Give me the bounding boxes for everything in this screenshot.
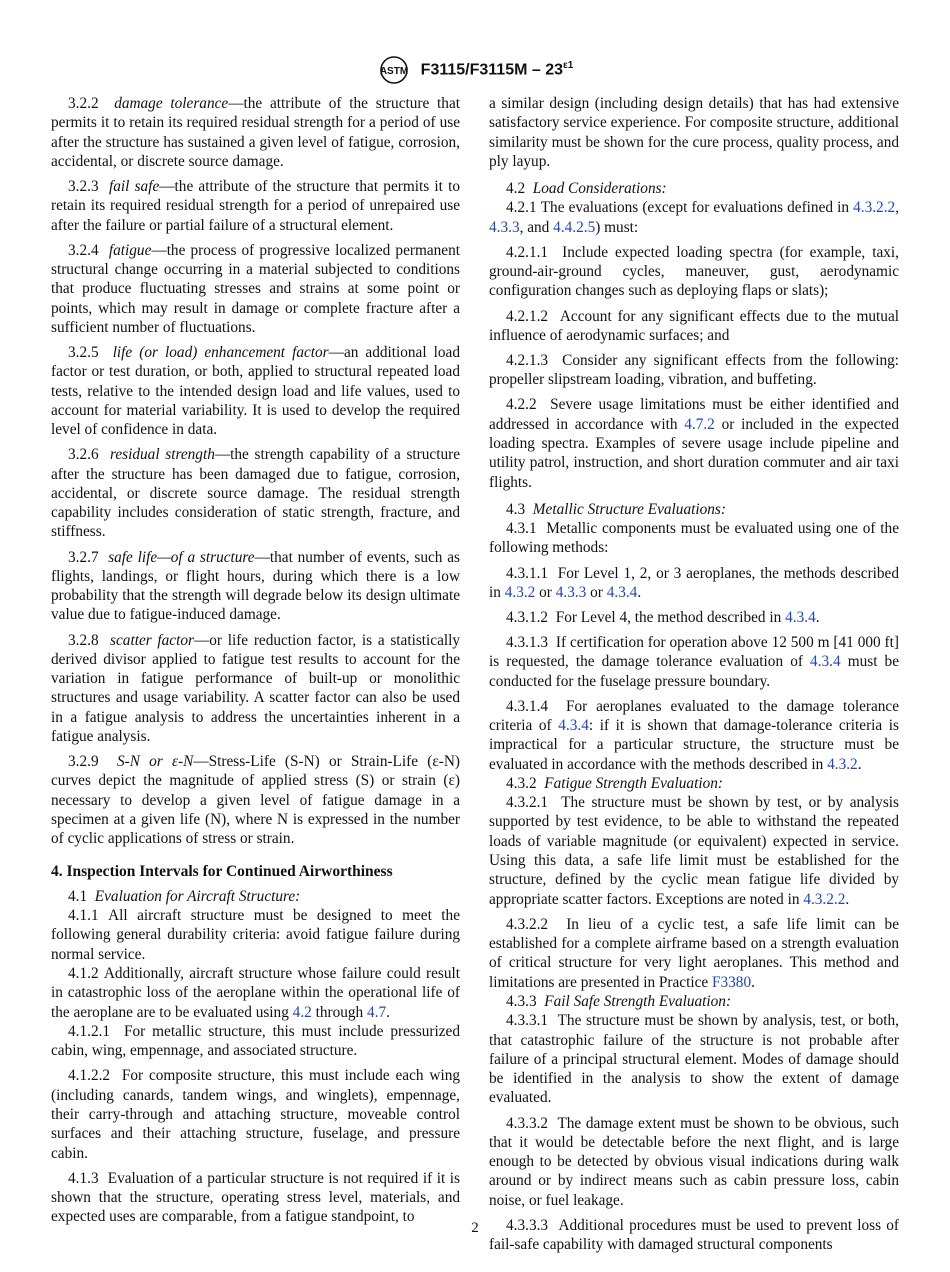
astm-logo-icon [377, 56, 411, 84]
ref-link-4-3-3[interactable]: 4.3.3 [489, 218, 520, 236]
para-4-3-1-1: 4.3.1.1 For Level 1, 2, or 3 aeroplanes, the methods described in 4.3.2 or 4.3.3 or 4.3.4. [489, 564, 899, 601]
para-4-3-1-4: 4.3.1.4 For aeroplanes evaluated to the damage tolerance criteria of 4.3.4: if it is shown that damage-tolerance criteria is impractical for a particular structure, the structure must be evaluated in accordance with the methods described in 4.3.2. [489, 697, 899, 773]
para-4-2-1-1: 4.2.1.1 Include expected loading spectra (for example, taxi, ground-air-ground cycles, maneuver, gust, aerodynamic configuration changes such as deploying flaps or slats); [489, 243, 899, 300]
standard-designation: $F3115/F3115M - 23^{\varepsilon 1}$ [420, 60, 574, 79]
para-4-2-1-3: 4.2.1.3 Consider any significant effects from the following: propeller slipstream loading, vibration, and buffeting. [489, 351, 899, 389]
definition-3-2-7: 3.2.7 safe life—of a structure—that number of events, such as flights, landings, or flight hours, during which there is a low probability that the strength will degrade below its design ultimate value due to fatigue-induced damage. [51, 548, 461, 624]
para-4-1-2-2: 4.1.2.2 For composite structure, this must include each wing (including canards, tandem wings, and winglets), empennage, their carry-through and attaching structure, moveable control surfaces and their attaching structure, fuselage, and pressure cabin. [51, 1067, 460, 1162]
definition-3-2-9: 3.2.9 S-N or ε-N—Stress-Life (S-N) or Strain-Life (ε-N) curves depict the magnitude of applied stress (S) or strain (ε) necessary to develop a given level of fatigue damage in a specimen at a given life (N), where N is expressed in the number of cyclic applications of stress or strain. [51, 753, 460, 848]
ref-link-4-7-2[interactable]: 4.7.2 [684, 415, 715, 433]
para-4-1-3-start: 4.1.3 Evaluation of a particular structure is not required if it is shown that the structure, operating stress level, materials, and expected uses are comparable, from a fatigue standpoint, to [51, 1169, 460, 1226]
ref-link-4-3-2[interactable]: 4.3.2 [504, 583, 536, 601]
para-4-3-2-2: 4.3.2.2 In lieu of a cyclic test, a safe life limit can be established for a complete airframe based on a strength evaluation of critical structure for very light aeroplanes. This method and limitations are presented in Practice F3380. [489, 915, 899, 991]
ref-link-4-3-2-2[interactable]: 4.3.2.2 [803, 890, 846, 908]
para-4-3-3-1: 4.3.3.1 The structure must be shown by analysis, test, or both, that catastrophic failure of the structure is not probable after failure of a principal structural element. Modes of damage should be identified in the analysis to show the extent of damage evaluated. [489, 1012, 899, 1107]
ref-link-4-3-2[interactable]: 4.3.2 [827, 755, 858, 773]
para-4-3-3-3: 4.3.3.3 Additional procedures must be used to prevent loss of fail-safe capability with damaged structural components [489, 1216, 899, 1254]
para-4-3-1: 4.3.1 Metallic components must be evaluated using one of the following methods: [489, 520, 899, 557]
definition-3-2-8: 3.2.8 scatter factor—or life reduction factor, is a statistically derived divisor applied to fatigue test results to account for the variation in fatigue performance of built-up or monolithic structures and usage variability. A scatter factor can also be used in a fatigue analysis to address the uncertainties inherent in a fatigue analysis. [51, 631, 461, 745]
definition-3-2-2: 3.2.2 damage tolerance—the attribute of the structure that permits it to retain its required residual strength for a period of use after the structure has sustained a given level of fatigue, corrosion, accidental, or discrete source damage. [51, 95, 460, 170]
definition-3-2-4: 3.2.4 fatigue—the process of progressive localized permanent structural change occurring in a material subjected to conditions that produce fluctuating stresses and strains at some point or points, which may result in damage or complete fracture after a sufficient number of fluctuations. [51, 241, 460, 336]
definition-3-2-6: 3.2.6 residual strength—the strength capability of a structure after the structure has been damaged due to fatigue, corrosion, accidental, or discrete source damage. The residual strength capability includes consideration of static strength, fracture, and stiffness. [51, 446, 460, 541]
para-4-3-1-3: 4.3.1.3 If certification for operation above 12 500 m [41 000 ft] is requested, the damage tolerance evaluation of 4.3.4 must be conducted for the fuselage pressure boundary. [489, 634, 899, 690]
ref-link-f3380[interactable]: F3380 [712, 973, 752, 991]
definition-3-2-3: 3.2.3 fail safe—the attribute of the structure that permits it to retain its required residual strength for a period of unrepaired use after the failure or partial failure of a structural element. [51, 177, 460, 234]
ref-link-4-7[interactable]: 4.7 [367, 1003, 387, 1021]
para-4-1-1: 4.1.1 All aircraft structure must be designed to meet the following general durability criteria: avoid fatigue failure during normal service. [51, 907, 460, 963]
ref-link-4-4-2-5[interactable]: 4.4.2.5 [553, 218, 596, 236]
ref-link-4-3-4[interactable]: 4.3.4 [810, 653, 841, 671]
ref-link-4-3-3[interactable]: 4.3.3 [555, 583, 587, 601]
definition-3-2-5: 3.2.5 life (or load) enhancement factor—an additional load factor or test duration, or both, applied to structural repeated load tests, relative to the intended design load and life values, used to account for material variability. It is used to develop the required level of confidence in data. [51, 343, 460, 439]
para-4-3: 4.3 Metallic Structure Evaluations: [506, 500, 726, 518]
para-4-3-2: 4.3.2 Fatigue Strength Evaluation: [506, 774, 723, 792]
para-4-1-2-1: 4.1.2.1 For metallic structure, this must include pressurized cabin, wing, empennage, and associated structure. [51, 1022, 460, 1060]
para-4-2-1-2: 4.2.1.2 Account for any significant effects due to the mutual influence of aerodynamic surfaces; and [489, 307, 899, 344]
ref-link-4-3-4[interactable]: 4.3.4 [785, 608, 816, 626]
para-4-1: 4.1 Evaluation for Aircraft Structure: [68, 887, 301, 905]
para-4-3-3-2: 4.3.3.2 The damage extent must be shown to be obvious, such that it would be detectable before the next flight, and is large enough to be detected by obvious visual indications during walk around or by indirect means such as cabin pressure loss, cabin noise, or fuel leakage. [489, 1114, 899, 1209]
left-column [51, 94, 460, 1232]
page-header [0, 56, 950, 84]
svg-text:ASTM: ASTM [379, 66, 408, 77]
para-4-1-2: 4.1.2 Additionally, aircraft structure whose failure could result in catastrophic loss of the aeroplane within the operational life of the aeroplane are to be evaluated using 4.2 through 4.7. [51, 965, 460, 1021]
para-4-3-1-2: 4.3.1.2 For Level 4, the method described in 4.3.4. [506, 608, 820, 626]
ref-link-4-2[interactable]: 4.2 [292, 1003, 312, 1021]
right-column [489, 94, 899, 1260]
para-4-3-2-1: 4.3.2.1 The structure must be shown by test, or by analysis supported by test evidence, to be able to withstand the repeated loads of variable magnitude (or equivalent) expected in service. Using this data, a safe life limit must be established for the structure, defined by the cyclic mean fatigue life divided by appropriate scatter factors. Exceptions are noted in 4.3.2.2. [489, 794, 899, 908]
ref-link-4-3-2-2[interactable]: 4.3.2.2 [853, 199, 896, 217]
para-4-1-3-continued: a similar design (including design details) that has had extensive satisfactory service experience. For composite structure, additional similarity must be shown for the cure process, quality process, and ply layup. [489, 95, 899, 170]
para-4-3-3: 4.3.3 Fail Safe Strength Evaluation: [506, 992, 732, 1010]
ref-link-4-3-4[interactable]: 4.3.4 [558, 716, 589, 734]
designation-superscript: ε1 [563, 60, 574, 72]
page-number: 2 [471, 1220, 479, 1236]
para-4-2-2: 4.2.2 Severe usage limitations must be either identified and addressed in accordance with 4.7.2 or included in the expected loading spectra. Examples of severe usage include pipeline and utility patrol, instruction, and short duration commuter and air taxi flights. [489, 396, 899, 491]
section-4-heading: 4. Inspection Intervals for Continued Airworthiness [51, 862, 393, 880]
para-4-2: 4.2 Load Considerations: [506, 180, 667, 198]
para-4-2-1: 4.2.1 The evaluations (except for evaluations defined in 4.3.2.2, 4.3.3, and 4.4.2.5) must: [489, 199, 900, 236]
ref-link-4-3-4[interactable]: 4.3.4 [606, 583, 638, 601]
